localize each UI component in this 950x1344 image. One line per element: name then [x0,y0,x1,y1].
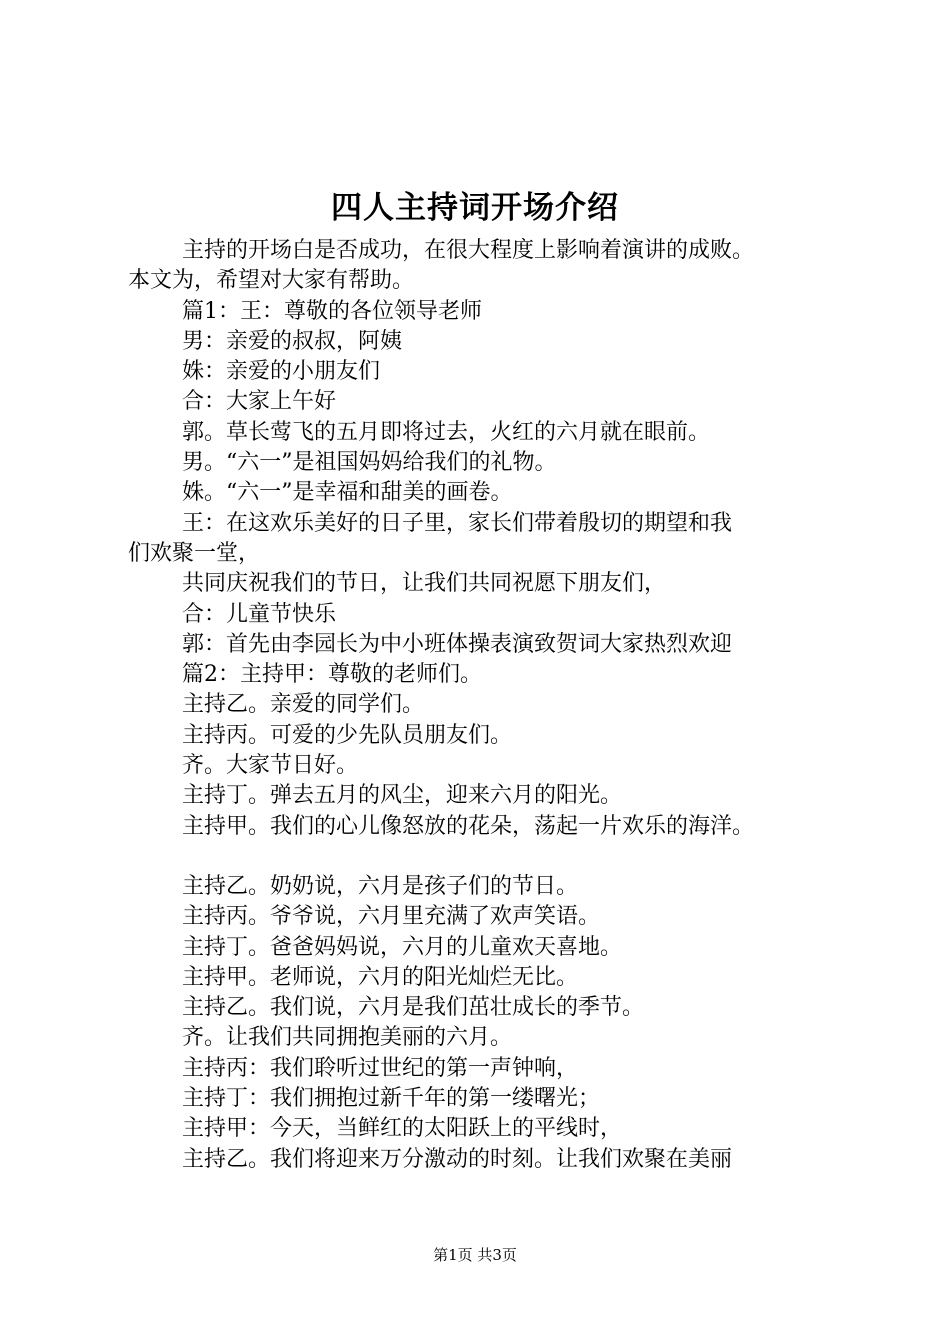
paragraph: 主持的开场白是否成功，在很大程度上影响着演讲的成败。 [182,238,755,263]
paragraph: 姝：亲爱的小朋友们 [182,359,381,385]
paragraph: 主持乙。我们说，六月是我们茁壮成长的季节。 [182,995,645,1021]
paragraph: 姝。“六一”是幸福和甜美的画卷。 [182,480,513,506]
paragraph: 主持丁。弹去五月的风尘，迎来六月的阳光。 [182,783,623,809]
paragraph: 主持乙。亲爱的同学们。 [182,692,425,718]
paragraph: 主持甲：今天，当鲜红的太阳跃上的平线时， [182,1116,623,1142]
paragraph: 主持乙。奶奶说，六月是孩子们的节日。 [182,873,579,899]
paragraph: 主持丙。爷爷说，六月里充满了欢声笑语。 [182,904,601,930]
paragraph: 郭：首先由李园长为中小班体操表演致贺词大家热烈欢迎 [182,631,733,657]
document-body [128,236,848,1175]
paragraph: 主持丙。可爱的少先队员朋友们。 [182,722,513,748]
document-title: 四人主持词开场介绍 [331,190,619,226]
paragraph: 主持甲。老师说，六月的阳光灿烂无比。 [182,964,579,990]
paragraph: 合：大家上午好 [182,389,337,415]
paragraph: 主持甲。我们的心儿像怒放的花朵，荡起一片欢乐的海洋。 [182,813,755,839]
paragraph: 篇1：王：尊敬的各位领导老师 [182,298,482,324]
paragraph: 主持丁。爸爸妈妈说，六月的儿童欢天喜地。 [182,934,623,960]
paragraph: 男。“六一”是祖国妈妈给我们的礼物。 [182,450,557,476]
page-footer: 第1页 共3页 [433,1246,517,1264]
paragraph: 篇2：主持甲：尊敬的老师们。 [182,662,482,688]
paragraph: 主持乙。我们将迎来万分激动的时刻。让我们欢聚在美丽 [182,1146,733,1172]
paragraph: 郭。草长莺飞的五月即将过去，火红的六月就在眼前。 [182,419,711,445]
paragraph: 主持丁：我们拥抱过新千年的第一缕曙光； [182,1086,601,1112]
paragraph: 齐。大家节日好。 [182,753,359,779]
paragraph: 王：在这欢乐美好的日子里，家长们带着殷切的期望和我 [182,510,733,536]
paragraph: 合：儿童节快乐 [182,601,337,627]
paragraph: 齐。让我们共同拥抱美丽的六月。 [182,1025,513,1051]
paragraph-continuation: 们欢聚一堂， [128,540,261,566]
paragraph: 男：亲爱的叔叔，阿姨 [182,328,403,354]
paragraph-continuation: 本文为，希望对大家有帮助。 [128,268,415,294]
paragraph: 主持丙：我们聆听过世纪的第一声钟响， [182,1055,579,1081]
blank-line [128,842,848,872]
paragraph: 共同庆祝我们的节日，让我们共同祝愿下朋友们， [182,571,667,597]
